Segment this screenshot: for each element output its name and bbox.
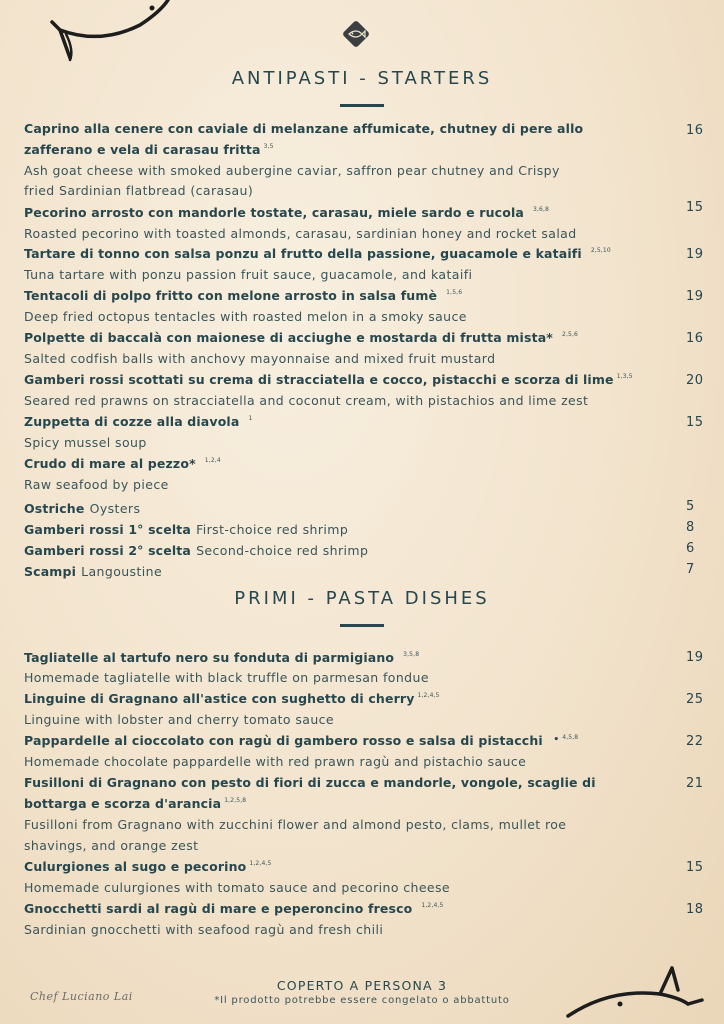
item-translation: Linguine with lobster and cherry tomato sauce: [24, 712, 335, 727]
item-translation: fried Sardinian flatbread (carasau): [24, 183, 254, 198]
allergen-codes: 1,2,4,5: [249, 860, 272, 867]
item-translation: Roasted pecorino with toasted almonds, carasau, sardinian honey and rocket salad: [24, 226, 577, 241]
item-translation: First-choice red shrimp: [196, 522, 349, 537]
item-translation: Tuna tartare with ponzu passion fruit sauce, guacamole, and kataifi: [24, 267, 473, 282]
section-rule: [340, 624, 384, 627]
item-name: Caprino alla cenere con caviale di melanzane affumicate, chutney di pere allo: [24, 121, 584, 136]
allergen-codes: 1,2,4,5: [421, 902, 444, 909]
item-name: Scampi: [24, 564, 77, 579]
item-price: 15: [686, 200, 704, 215]
fish-emblem-icon: [340, 18, 372, 50]
item-price: 6: [686, 541, 695, 556]
item-translation: Homemade tagliatelle with black truffle on parmesan fondue: [24, 670, 429, 685]
item-name: bottarga e scorza d'arancia: [24, 796, 222, 811]
item-translation: Oysters: [89, 501, 141, 516]
item-name: Gamberi rossi 2° scelta: [24, 543, 191, 558]
item-translation: Homemade culurgiones with tomato sauce and pecorino cheese: [24, 880, 451, 895]
allergen-codes: 1,5,6: [446, 289, 463, 296]
item-translation: shavings, and orange zest: [24, 838, 199, 853]
item-translation: Sardinian gnocchetti with seafood ragù and fresh chili: [24, 922, 384, 937]
section-rule: [340, 104, 384, 107]
item-translation: Langoustine: [81, 564, 163, 579]
item-translation: Second-choice red shrimp: [196, 543, 369, 558]
item-name: Zuppetta di cozze alla diavola: [24, 414, 240, 429]
section-title-pasta: PRIMI - PASTA DISHES: [234, 588, 490, 609]
item-price: 16: [686, 123, 704, 138]
item-name: Gamberi rossi scottati su crema di stracciatella e cocco, pistacchi e scorza di lime: [24, 372, 614, 387]
item-name: Crudo di mare al pezzo*: [24, 456, 196, 471]
item-price: 15: [686, 860, 704, 875]
item-price: 16: [686, 331, 704, 346]
item-translation: Ash goat cheese with smoked aubergine caviar, saffron pear chutney and Crispy: [24, 163, 560, 178]
item-name: Tentacoli di polpo fritto con melone arrosto in salsa fumè: [24, 288, 438, 303]
item-price: 20: [686, 373, 704, 388]
item-name: Culurgiones al sugo e pecorino: [24, 859, 247, 874]
chef-signature: Chef Luciano Lai: [30, 990, 133, 1003]
allergen-codes: 3,5: [263, 143, 274, 150]
item-price: 8: [686, 520, 695, 535]
item-translation: Deep fried octopus tentacles with roasted melon in a smoky sauce: [24, 309, 467, 324]
item-name: Ostriche: [24, 501, 85, 516]
item-price: 15: [686, 415, 704, 430]
item-price: 5: [686, 499, 695, 514]
allergen-codes: 4,5,8: [562, 734, 579, 741]
item-translation: Salted codfish balls with anchovy mayonnaise and mixed fruit mustard: [24, 351, 496, 366]
item-price: 22: [686, 734, 704, 749]
section-title-starters: ANTIPASTI - STARTERS: [231, 68, 493, 89]
allergen-codes: 1,2,5,8: [224, 797, 247, 804]
allergen-codes: 1,3,5: [616, 373, 633, 380]
allergen-codes: 3,5,8: [403, 651, 420, 658]
item-price: 25: [686, 692, 704, 707]
item-price: 19: [686, 247, 704, 262]
item-mark: •: [553, 735, 560, 745]
cover-charge: COPERTO A PERSONA 3: [276, 978, 448, 993]
allergen-codes: 2,5,6: [561, 331, 579, 338]
item-name: zafferano e vela di carasau fritta: [24, 142, 261, 157]
item-name: Linguine di Gragnano all'astice con sughetto di cherry: [24, 691, 415, 706]
item-name: Pecorino arrosto con mandorle tostate, carasau, miele sardo e rucola: [24, 205, 524, 220]
frozen-product-note: *Il prodotto potrebbe essere congelato o abbattuto: [214, 995, 510, 1006]
item-translation: Raw seafood by piece: [24, 477, 169, 492]
item-translation: Fusilloni from Gragnano with zucchini flower and almond pesto, clams, mullet roe: [24, 817, 567, 832]
item-translation: Spicy mussel soup: [24, 435, 147, 450]
item-name: Tartare di tonno con salsa ponzu al frutto della passione, guacamole e kataifi: [24, 246, 582, 261]
item-price: 7: [686, 562, 695, 577]
fish-outline-top-icon: [40, 0, 180, 70]
allergen-codes: 1,2,4,5: [417, 692, 440, 699]
item-price: 19: [686, 289, 704, 304]
item-price: 21: [686, 776, 704, 791]
item-translation: Seared red prawns on stracciatella and coconut cream, with pistachios and lime zest: [24, 393, 589, 408]
allergen-codes: 1: [248, 415, 253, 422]
item-price: 18: [686, 902, 704, 917]
allergen-codes: 2,5,10: [590, 247, 611, 254]
item-name: Tagliatelle al tartufo nero su fonduta di parmigiano: [24, 650, 395, 665]
item-name: Gnocchetti sardi al ragù di mare e peperoncino fresco: [24, 901, 413, 916]
item-name: Pappardelle al cioccolato con ragù di gambero rosso e salsa di pistacchi: [24, 733, 543, 748]
item-translation: Homemade chocolate pappardelle with red prawn ragù and pistachio sauce: [24, 754, 527, 769]
item-name: Fusilloni di Gragnano con pesto di fiori di zucca e mandorle, vongole, scaglie di: [24, 775, 596, 790]
allergen-codes: 3,6,8: [532, 206, 550, 213]
item-name: Gamberi rossi 1° scelta: [24, 522, 191, 537]
item-name: Polpette di baccalà con maionese di acciughe e mostarda di frutta mista*: [24, 330, 553, 345]
allergen-codes: 1,2,4: [204, 457, 221, 464]
item-price: 19: [686, 650, 704, 665]
